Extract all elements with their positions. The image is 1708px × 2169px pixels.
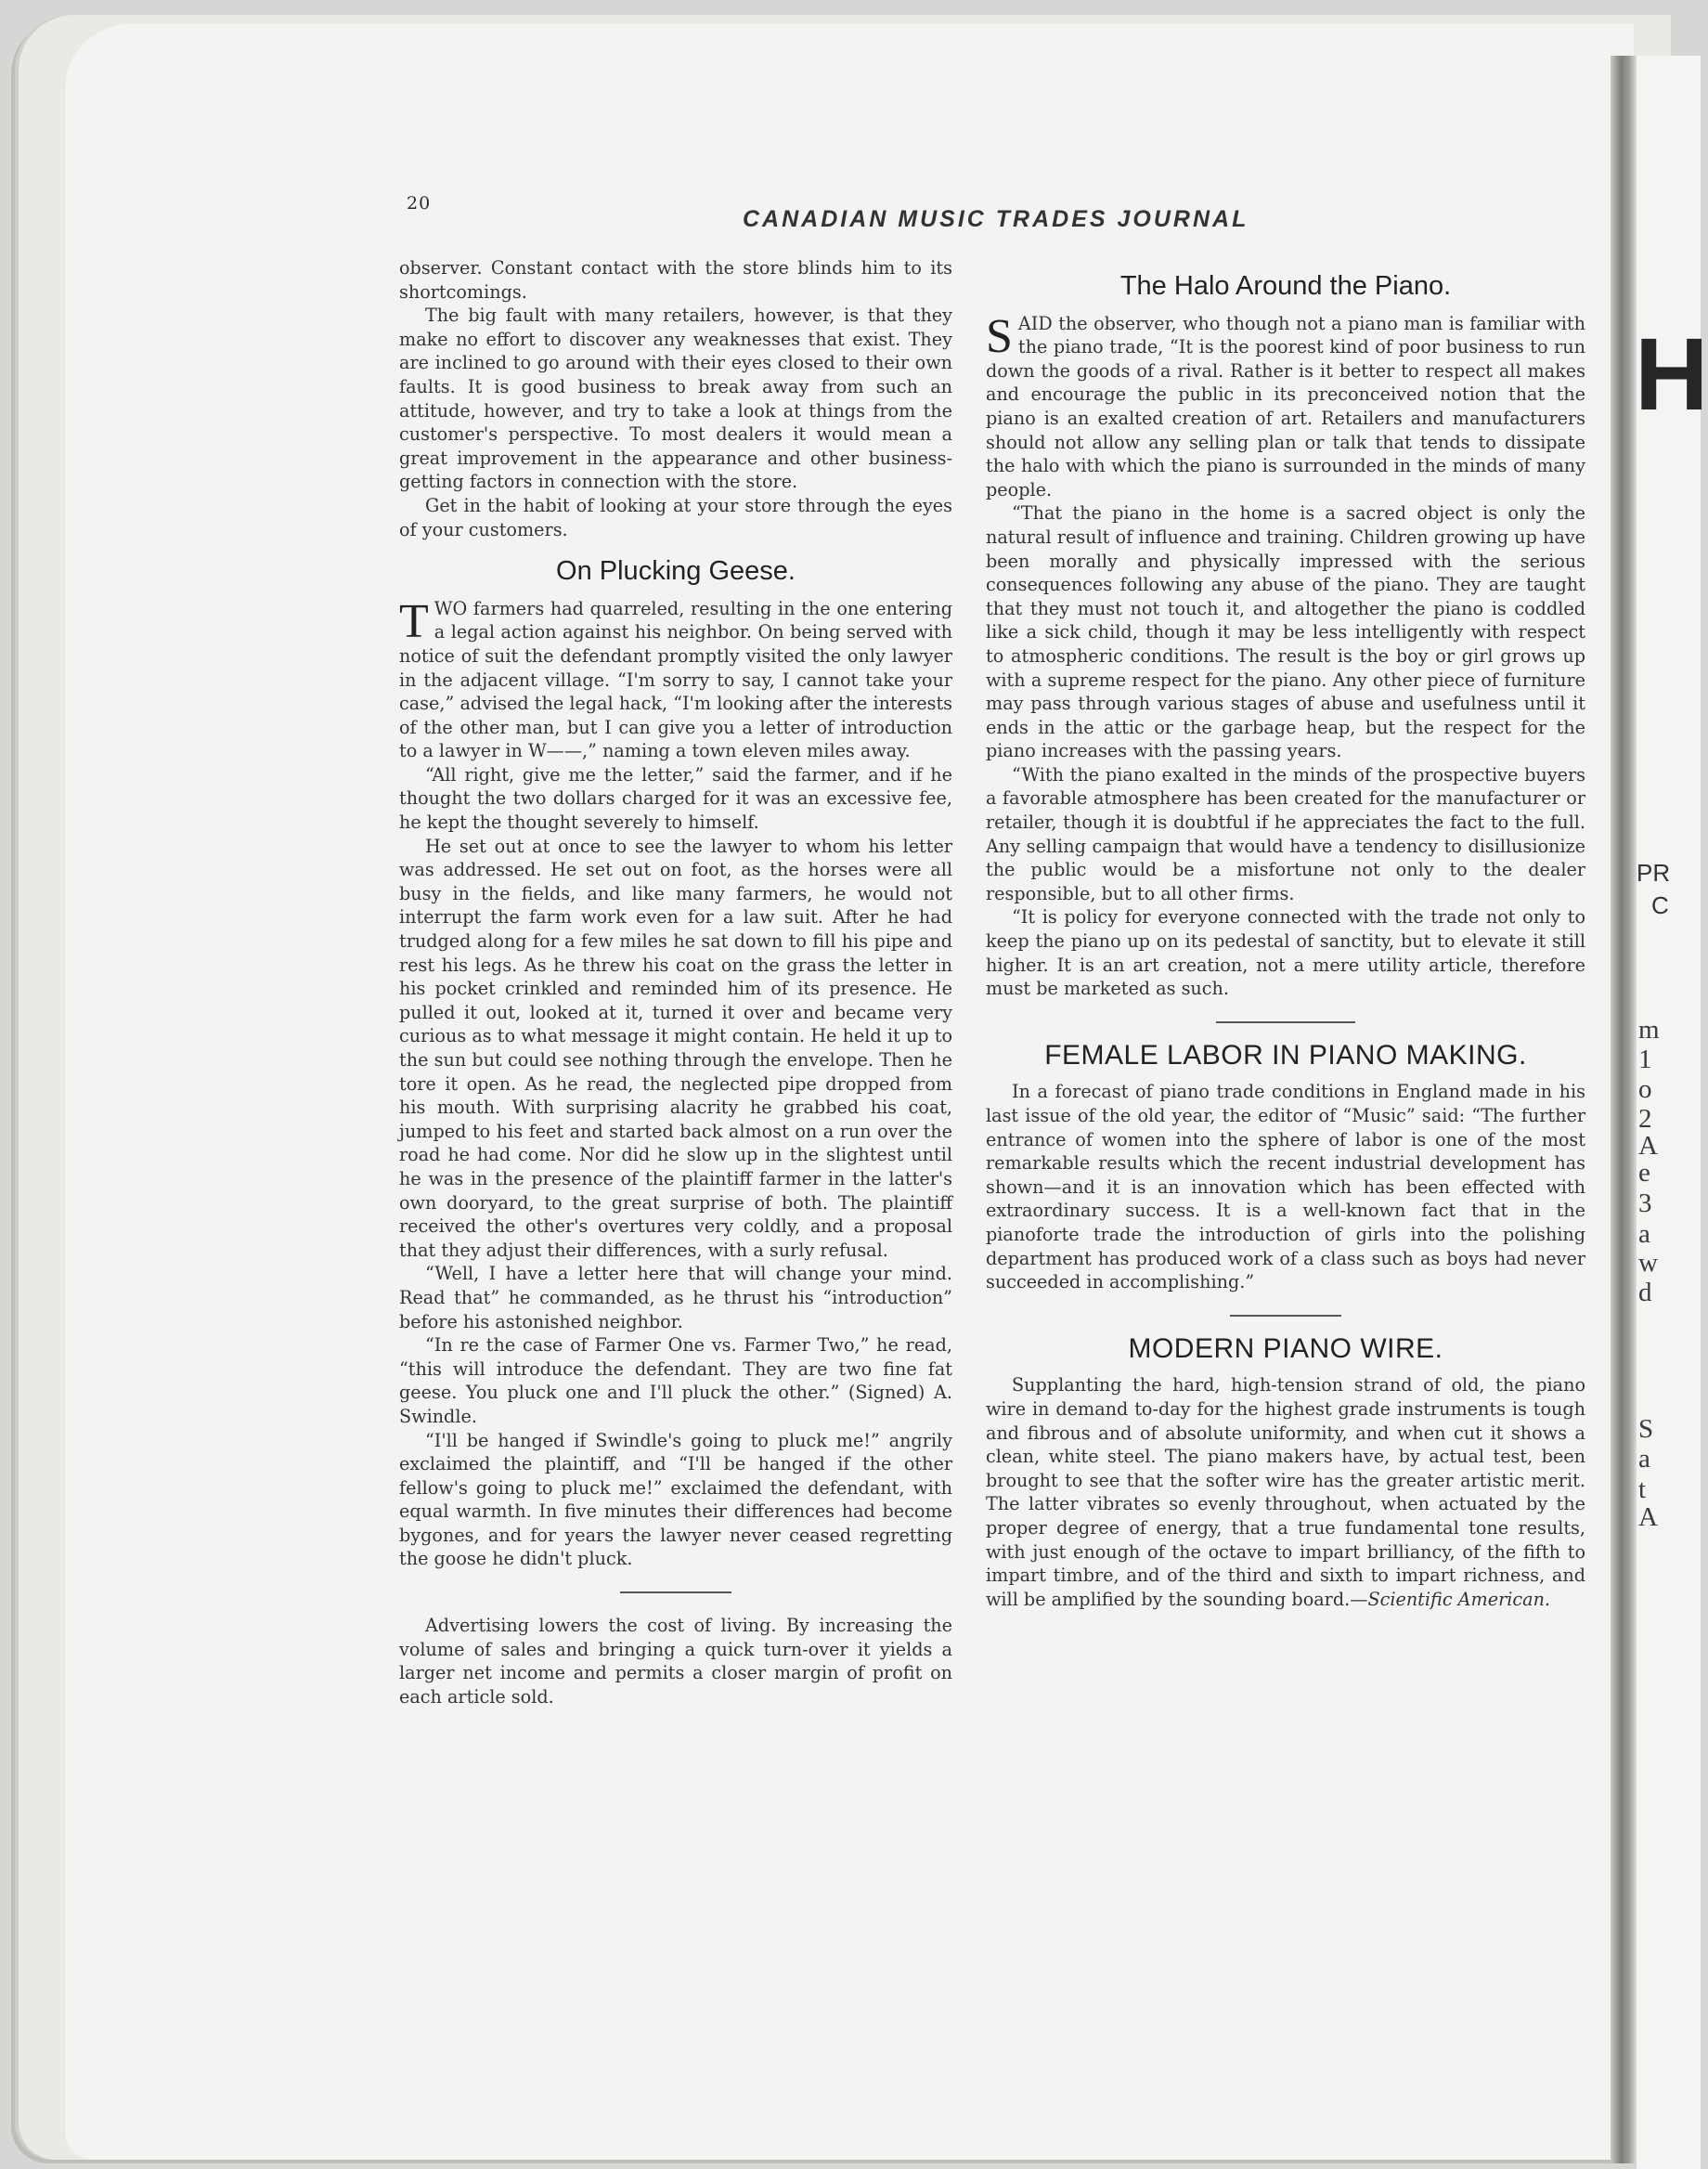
intro-paragraph: Get in the habit of looking at your store through the eyes of your customers. xyxy=(399,494,952,540)
halo-paragraph: “With the piano exalted in the minds of the prospective buyers a favorable atmosphere has been created for the manufacturer or retailer, though it is doubtful if he appreciates the fact to the full. Any selling campaign that would have a tendency to disillusionize the public would be a misfortune not only to the dealer responsible, but to all other firms. xyxy=(986,763,1585,904)
article-paragraph xyxy=(399,594,952,763)
section-divider xyxy=(620,1591,731,1593)
article-title-halo: The Halo Around the Piano. xyxy=(1119,271,1452,301)
book-gutter xyxy=(1611,56,1637,2163)
adjacent-page-letter: e xyxy=(1638,1158,1650,1188)
article-paragraph: “Well, I have a letter here that will change your mind. Read that” he commanded, as he thrust his “introduction” before his astonished neighbor. xyxy=(399,1263,952,1332)
adjacent-page-letter: 1 xyxy=(1638,1045,1652,1074)
closing-paragraph: Advertising lowers the cost of living. By increasing the volume of sales and bringing a quick turn-over it yields a larger net income and permits a closer margin of profit on each article sold. xyxy=(399,1615,952,1708)
adjacent-page-letter: a xyxy=(1638,1219,1650,1249)
adjacent-page-fragment xyxy=(1635,56,1708,2169)
adjacent-page-letter: a xyxy=(1638,1444,1650,1474)
running-head: CANADIAN MUSIC TRADES JOURNAL xyxy=(743,206,1249,232)
piano-wire-paragraph xyxy=(986,1373,1585,1611)
halo-paragraph-text: AID the observer, who though not a piano man is familiar with the piano trade, “It is the poorest kind of poor business to run down the goods of a rival. Rather is it better to respect all makes and encourage the public in its preconceived notion that the piano is an exalted creation of art. Retailers and manufacturers should not allow any selling plan or talk that tends to dissipate the halo with which the piano is surrounded in the minds of many people. xyxy=(986,312,1585,500)
page-number: 20 xyxy=(407,193,432,214)
adjacent-page-letter: A xyxy=(1638,1131,1658,1161)
article-title-piano-wire: MODERN PIANO WIRE. xyxy=(1128,1332,1443,1364)
intro-paragraph: The big fault with many retailers, however, is that they make no effort to discover any weaknesses that exist. They are inclined to go around with their eyes closed to their own faults. It is good business to break away from such an attitude, however, and try to take a look at things from the customer's perspective. To most dealers it would mean a great improvement in the appearance and other business-getting factors in connection with the store. xyxy=(399,305,952,493)
halo-paragraph: “It is policy for everyone connected with the trade not only to keep the piano up on its pedestal of sanctity, but to elevate it still higher. It is an art creation, not a mere utility article, therefore must be marketed as such. xyxy=(986,906,1585,1000)
female-labor-paragraph: In a forecast of piano trade conditions in England made in his last issue of the old year, the editor of “Music” said: “The further entrance of women into the sphere of labor is one of the most remarkable results which the recent industrial development has shown—and it is an innovation which has been effected with extraordinary success. It is a well-known fact that in the pianoforte trade the introduction of girls into the polishing department has produced work of a class such as boys had never succeeded in accomplishing.” xyxy=(986,1081,1585,1293)
halo-paragraph: “That the piano in the home is a sacred object is only the natural result of influence and training. Children growing up have been morally and physically impressed with the serious consequences following any abuse of the piano. They are taught that they must not touch it, and altogether the piano is coddled like a sick child, though it may be less intelligently with respect to atmospheric conditions. The result is the boy or girl grows up with a supreme respect for the piano. Any other piece of furniture may pass through various stages of abuse and usefulness until it ends in the attic or the garbage heap, but the respect for the piano increases with the passing years. xyxy=(986,502,1585,762)
piano-wire-text: Supplanting the hard, high-tension strand of old, the piano wire in demand to-day for the highest grade instruments is tough and fibrous and of absolute uniformity, and when cut it shows a clean, white steel. The piano makers have, by actual test, been brought to see that the softer wire has the greater artistic merit. The latter vibrates so evenly throughout, when actuated by the proper degree of energy, that a true fundamental tone results, with just enough of the octave to impart brilliancy, of the fifth to impart timbre, and of the third and sixth to impart richness, and will be amplified by the sounding board. xyxy=(986,1374,1585,1610)
adjacent-page-letter: d xyxy=(1638,1278,1652,1307)
article-paragraph: “In re the case of Farmer One vs. Farmer Two,” he read, “this will introduce the defendant. They are two fine fat geese. You pluck one and I'll pluck the other.” (Signed) A. Swindle. xyxy=(399,1334,952,1427)
piano-wire-credit: —Scientific American. xyxy=(1350,1588,1551,1610)
drop-cap: T xyxy=(399,594,429,648)
left-column xyxy=(399,256,952,1708)
intro-paragraph: observer. Constant contact with the store blinds him to its shortcomings. xyxy=(399,257,952,303)
adjacent-page-letter: S xyxy=(1638,1414,1654,1444)
article-paragraph: “I'll be hanged if Swindle's going to pluck me!” angrily exclaimed the plaintiff, and “I'll be hanged if the other fellow's going to pluck me!” exclaimed the defendant, with equal warmth. In five minutes their differences had become bygones, and for years the lawyer never ceased regretting the goose he didn't pluck. xyxy=(399,1429,952,1570)
adjacent-page-fragment-text: C xyxy=(1651,891,1669,919)
halo-paragraph xyxy=(986,309,1585,502)
adjacent-page-fragment-text: PR xyxy=(1637,859,1671,887)
adjacent-page-big-letter: H xyxy=(1635,318,1708,432)
adjacent-page-letter: m xyxy=(1638,1015,1660,1045)
adjacent-page-letter: A xyxy=(1638,1502,1658,1532)
adjacent-page-letter: o xyxy=(1638,1074,1652,1104)
right-column xyxy=(986,271,1585,1611)
article-title-plucking-geese: On Plucking Geese. xyxy=(556,556,796,587)
article-paragraph-text: WO farmers had quarreled, resulting in the one entering a legal action against his neighbor. On being served with notice of suit the defendant promptly visited the only lawyer in the adjacent village. “I'm sorry to say, I cannot take your case,” advised the legal hack, “I'm looking after the interests of the other man, but I can give you a letter of introduction to a lawyer in W——,” naming a town eleven miles away. xyxy=(399,597,952,762)
adjacent-page-letter: 3 xyxy=(1638,1188,1652,1218)
section-divider xyxy=(1216,1021,1355,1023)
article-title-female-labor: FEMALE LABOR IN PIANO MAKING. xyxy=(1044,1039,1527,1071)
adjacent-page-letter: 2 xyxy=(1638,1104,1652,1134)
drop-cap: S xyxy=(986,309,1013,363)
adjacent-page-letter: t xyxy=(1638,1474,1647,1504)
adjacent-page-letter: w xyxy=(1638,1248,1658,1278)
article-paragraph: “All right, give me the letter,” said the farmer, and if he thought the two dollars charged for it was an excessive fee, he kept the thought severely to himself. xyxy=(399,763,952,834)
article-paragraph: He set out at once to see the lawyer to whom his letter was addressed. He set out on foot, as the horses were all busy in the fields, and like many farmers, he would not interrupt the farm work even for a law suit. After he had trudged along for a few miles he sat down to fill his pipe and rest his legs. As he threw his coat on the grass the letter in his pocket crinkled and reminded him of its presence. He pulled it out, looked at it, turned it over and became very curious as to what message it might contain. He held it up to the sun but could see nothing through the envelope. Then he tore it open. As he read, the neglected pipe dropped from his mouth. With surprising alacrity he grabbed his coat, jumped to his feet and started back almost on a run over the road he had come. Nor did he slow up in the slightest until he was in the presence of the plaintiff farmer in the latter's own dooryard, to the great surprise of both. The plaintiff received the other's overtures very coldly, and a proposal that they adjust their differences, with a surly refusal. xyxy=(399,835,952,1261)
section-divider xyxy=(1230,1315,1341,1317)
